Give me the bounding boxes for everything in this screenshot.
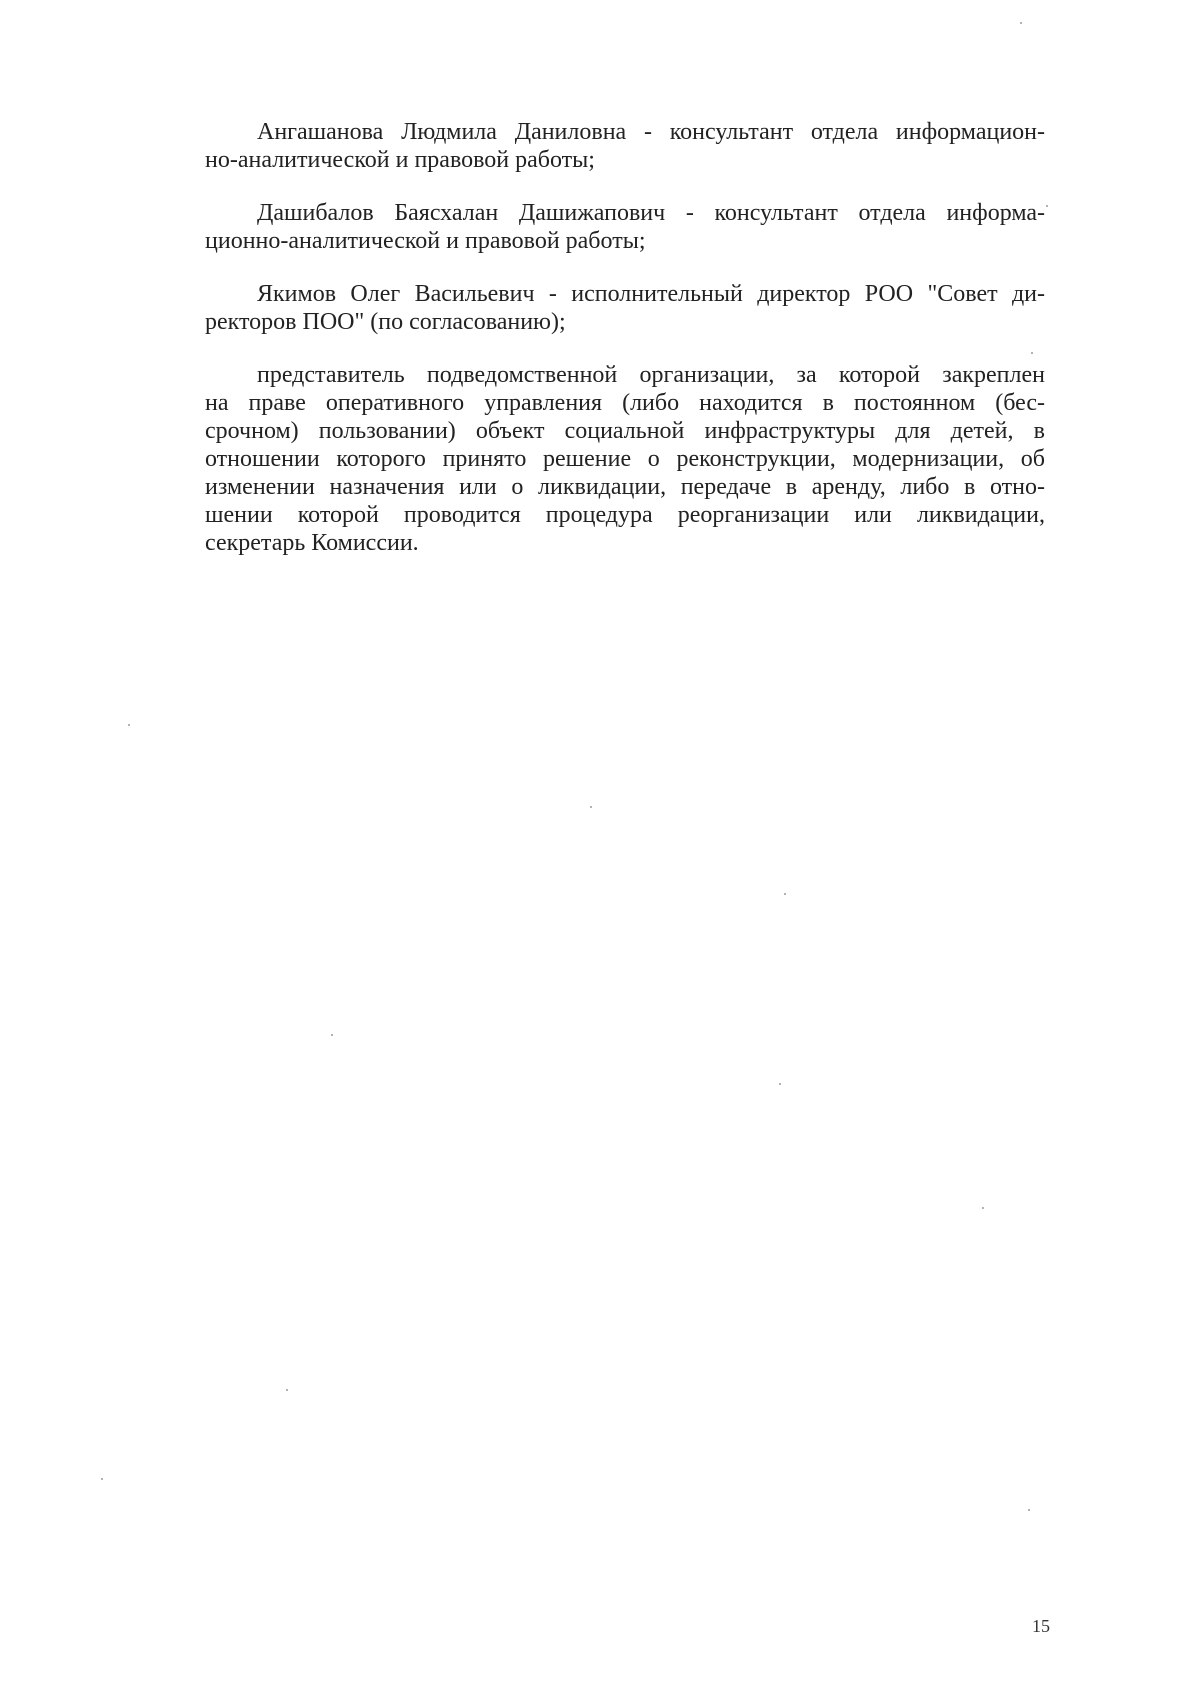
text-line: изменении назначения или о ликвидации, передаче в аренду, либо в отно- xyxy=(205,474,1045,500)
scan-speck xyxy=(982,1207,984,1209)
scan-speck xyxy=(331,1034,333,1036)
scan-speck xyxy=(1020,22,1022,24)
text-line: секретарь Комиссии. xyxy=(205,530,419,556)
scan-speck xyxy=(590,806,592,808)
scan-speck xyxy=(1028,1509,1030,1511)
text-line: отношении которого принято решение о реконструкции, модернизации, об xyxy=(205,446,1045,472)
scan-speck xyxy=(1046,205,1048,207)
text-line: Якимов Олег Васильевич - исполнительный директор РОО "Совет ди- xyxy=(257,281,1045,307)
scan-speck xyxy=(779,1083,781,1085)
text-line: на праве оперативного управления (либо находится в постоянном (бес- xyxy=(205,390,1045,416)
paragraph-representative xyxy=(205,361,1045,557)
scan-speck xyxy=(101,1478,103,1480)
text-line: представитель подведомственной организации, за которой закреплен xyxy=(257,362,1045,388)
text-line: Дашибалов Баясхалан Дашижапович - консультант отдела информа- xyxy=(257,200,1045,226)
scan-speck xyxy=(1031,352,1033,354)
text-line: но-аналитической и правовой работы; xyxy=(205,147,595,173)
text-line: Ангашанова Людмила Даниловна - консультант отдела информацион- xyxy=(257,119,1045,145)
scan-speck xyxy=(286,1389,288,1391)
scan-speck xyxy=(784,893,786,895)
paragraph-dashibalov xyxy=(205,199,1045,255)
text-line: ректоров ПОО" (по согласованию); xyxy=(205,309,566,335)
paragraph-angashanova xyxy=(205,118,1045,174)
page-number: 15 xyxy=(1032,1616,1050,1636)
scan-speck xyxy=(128,724,130,726)
document-body xyxy=(205,118,1045,582)
paragraph-yakimov xyxy=(205,280,1045,336)
text-line: срочном) пользовании) объект социальной инфраструктуры для детей, в xyxy=(205,418,1045,444)
text-line: ционно-аналитической и правовой работы; xyxy=(205,228,646,254)
text-line: шении которой проводится процедура реорганизации или ликвидации, xyxy=(205,502,1045,528)
